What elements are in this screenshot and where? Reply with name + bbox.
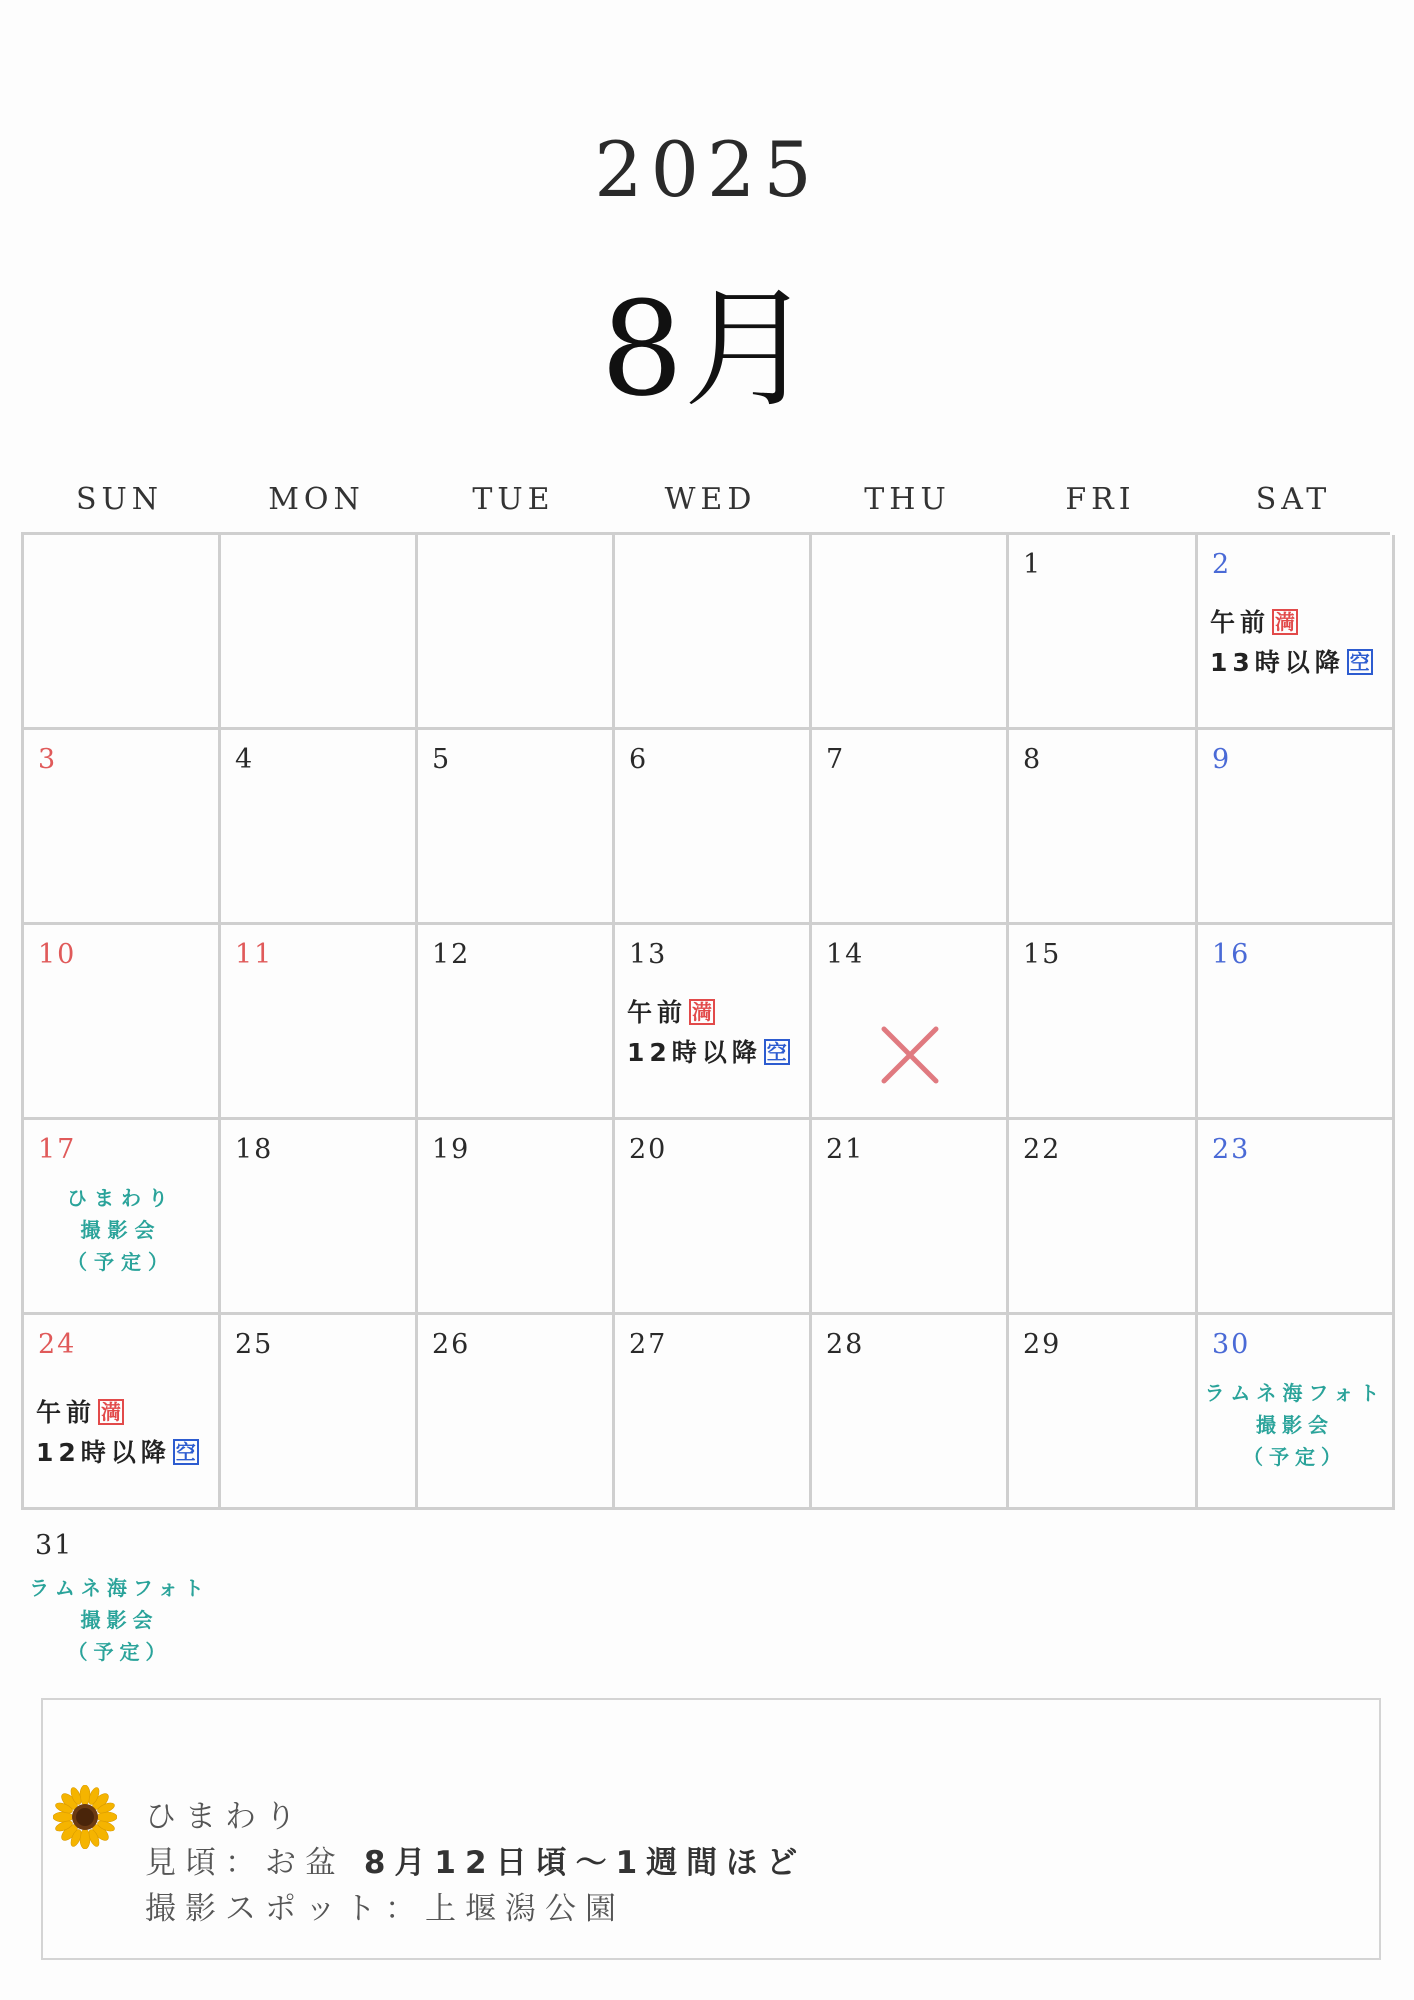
day-number: 17 — [38, 1134, 77, 1165]
full-badge: 満 — [1272, 609, 1298, 635]
info-season-value: 8月12日頃〜1週間ほど — [363, 1845, 807, 1881]
event-line: 撮影会 — [1256, 1413, 1334, 1437]
event-line: ラムネ海フォト — [29, 1576, 210, 1600]
day-cell-17[interactable] — [24, 1120, 221, 1315]
day-number: 24 — [38, 1329, 77, 1360]
day-cell-5[interactable] — [418, 730, 615, 925]
weekday-fri: FRI — [1065, 482, 1136, 517]
day-number: 28 — [826, 1329, 865, 1360]
weekday-sun: SUN — [75, 482, 164, 517]
day-cell-28[interactable] — [812, 1315, 1009, 1510]
calendar-year: 2025 — [594, 125, 820, 214]
weekday-sat: SAT — [1255, 482, 1332, 517]
day-number: 4 — [235, 744, 255, 775]
day-number: 9 — [1212, 744, 1232, 775]
day-number: 7 — [826, 744, 846, 775]
day-cell-21[interactable] — [812, 1120, 1009, 1315]
weekday-wed: WED — [664, 482, 757, 517]
calendar-grid — [21, 532, 1390, 1510]
calendar-month: 8月 — [600, 273, 814, 425]
event-ramune-sea-shoot — [21, 1572, 218, 1668]
day-number: 21 — [826, 1134, 865, 1165]
event-line: 撮影会 — [80, 1218, 162, 1242]
day-cell-9[interactable] — [1198, 730, 1395, 925]
day-cell-empty — [812, 535, 1009, 730]
cross-icon — [878, 1023, 942, 1087]
weekday-mon: MON — [268, 482, 365, 517]
availability-aug13 — [627, 993, 790, 1073]
slot-morning-label: 午前 — [1210, 608, 1271, 637]
sunflower-icon — [53, 1785, 117, 1849]
slot-afternoon-label: 12時以降 — [36, 1438, 171, 1467]
day-cell-4[interactable] — [221, 730, 418, 925]
full-badge: 満 — [689, 999, 715, 1025]
day-number: 23 — [1212, 1134, 1251, 1165]
full-badge: 満 — [98, 1399, 124, 1425]
day-number: 16 — [1212, 939, 1251, 970]
availability-aug2 — [1210, 603, 1373, 683]
day-cell-16[interactable] — [1198, 925, 1395, 1120]
weekday-thu: THU — [864, 482, 951, 517]
day-number: 15 — [1023, 939, 1062, 970]
day-cell-6[interactable] — [615, 730, 812, 925]
slot-morning-label: 午前 — [627, 998, 688, 1027]
available-badge: 空 — [764, 1039, 790, 1065]
day-cell-29[interactable] — [1009, 1315, 1198, 1510]
day-cell-24[interactable] — [24, 1315, 221, 1510]
day-cell-15[interactable] — [1009, 925, 1198, 1120]
day-cell-empty — [221, 535, 418, 730]
event-line: ひまわり — [67, 1186, 175, 1210]
weekday-header — [21, 482, 1390, 517]
day-cell-23[interactable] — [1198, 1120, 1395, 1315]
info-text — [145, 1794, 806, 1932]
event-sunflower-shoot — [24, 1182, 218, 1278]
day-cell-30[interactable] — [1198, 1315, 1395, 1510]
day-cell-13[interactable] — [615, 925, 812, 1120]
event-line: （予定） — [1243, 1445, 1347, 1469]
day-number: 27 — [629, 1329, 668, 1360]
availability-aug24 — [36, 1393, 199, 1473]
day-cell-26[interactable] — [418, 1315, 615, 1510]
day-cell-2[interactable] — [1198, 535, 1395, 730]
day-cell-empty — [24, 535, 221, 730]
day-number: 25 — [235, 1329, 274, 1360]
day-number: 10 — [38, 939, 77, 970]
day-number: 14 — [826, 939, 865, 970]
day-number: 18 — [235, 1134, 274, 1165]
day-cell-25[interactable] — [221, 1315, 418, 1510]
day-cell-22[interactable] — [1009, 1120, 1198, 1315]
event-line: 撮影会 — [80, 1608, 159, 1632]
day-cell-empty — [418, 535, 615, 730]
day-number: 22 — [1023, 1134, 1062, 1165]
available-badge: 空 — [173, 1439, 199, 1465]
slot-afternoon-label: 13時以降 — [1210, 648, 1345, 677]
day-cell-14[interactable] — [812, 925, 1009, 1120]
day-cell-12[interactable] — [418, 925, 615, 1120]
info-title: ひまわり — [145, 1799, 305, 1835]
day-number: 12 — [432, 939, 471, 970]
day-number: 1 — [1023, 549, 1043, 580]
day-number: 2 — [1212, 549, 1232, 580]
day-number: 31 — [35, 1530, 74, 1561]
day-cell-10[interactable] — [24, 925, 221, 1120]
event-line: （予定） — [67, 1640, 172, 1664]
event-ramune-sea-shoot — [1198, 1377, 1392, 1473]
day-number: 5 — [432, 744, 452, 775]
day-number: 30 — [1212, 1329, 1251, 1360]
available-badge: 空 — [1347, 649, 1373, 675]
slot-afternoon-label: 12時以降 — [627, 1038, 762, 1067]
day-number: 8 — [1023, 744, 1043, 775]
slot-morning-label: 午前 — [36, 1398, 97, 1427]
info-season — [145, 1840, 806, 1886]
day-number: 26 — [432, 1329, 471, 1360]
day-cell-empty — [615, 535, 812, 730]
info-spot: 撮影スポット：上堰潟公園 — [145, 1891, 625, 1927]
day-cell-31[interactable] — [21, 1522, 218, 1672]
day-number: 11 — [235, 939, 274, 970]
day-number: 6 — [629, 744, 649, 775]
day-number: 13 — [629, 939, 668, 970]
day-cell-3[interactable] — [24, 730, 221, 925]
day-cell-11[interactable] — [221, 925, 418, 1120]
day-cell-7[interactable] — [812, 730, 1009, 925]
day-number: 20 — [629, 1134, 668, 1165]
info-season-label: 見頃：お盆 — [145, 1845, 345, 1881]
day-cell-18[interactable] — [221, 1120, 418, 1315]
day-number: 3 — [38, 744, 58, 775]
event-line: ラムネ海フォト — [1204, 1381, 1386, 1405]
info-box — [41, 1698, 1381, 1960]
weekday-tue: TUE — [472, 482, 555, 517]
day-cell-1[interactable] — [1009, 535, 1198, 730]
day-cell-19[interactable] — [418, 1120, 615, 1315]
day-cell-20[interactable] — [615, 1120, 812, 1315]
day-number: 29 — [1023, 1329, 1062, 1360]
event-line: （予定） — [67, 1250, 175, 1274]
day-cell-8[interactable] — [1009, 730, 1198, 925]
day-number: 19 — [432, 1134, 471, 1165]
day-cell-27[interactable] — [615, 1315, 812, 1510]
